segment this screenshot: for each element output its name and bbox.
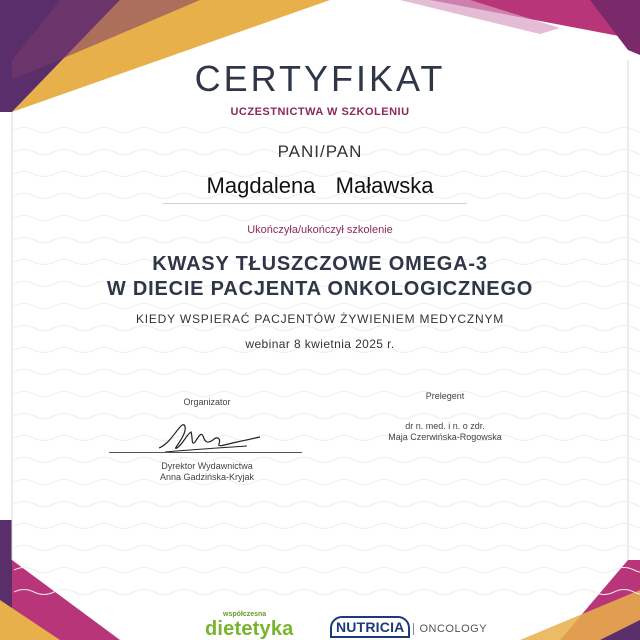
oncology-text: ONCOLOGY: [413, 623, 487, 635]
nutricia-logo: [330, 616, 487, 638]
dietetyka-logo: [205, 611, 315, 639]
salutation: PANI/PAN: [277, 142, 363, 161]
speaker-name: Maja Czerwińska-Rogowska: [388, 432, 502, 442]
course-title-line-2: W DIECIE PACJENTA ONKOLOGICZNEGO: [106, 278, 534, 300]
dietetyka-logo-text: dietetyka: [205, 618, 294, 640]
course-title: [12, 252, 628, 302]
course-subtitle: KIEDY WSPIERAĆ PACJENTÓW ŻYWIENIEM MEDYCZNYM: [135, 312, 505, 326]
dietetyka-logo-small: współczesna: [223, 611, 267, 618]
event-date: webinar 8 kwietnia 2025 r.: [245, 337, 395, 351]
speaker-credentials: dr n. med. i n. o zdr.: [405, 421, 485, 431]
certificate-title: CERTYFIKAT: [194, 58, 446, 99]
nutricia-logo-text: NUTRICIA: [330, 616, 410, 638]
certificate-subtitle: UCZESTNICTWA W SZKOLENIU: [230, 106, 410, 118]
organizer-position: Dyrektor Wydawnictwa: [161, 461, 253, 471]
organizer-details: [132, 461, 282, 483]
name-underline: [163, 203, 467, 204]
speaker-label: Prelegent: [425, 391, 465, 401]
organizer-name: Anna Gadzińska-Kryjak: [159, 472, 255, 482]
course-title-line-1: KWASY TŁUSZCZOWE OMEGA-3: [152, 253, 488, 275]
participant-name: Magdalena Maławska: [206, 173, 434, 198]
speaker-details: [370, 421, 520, 443]
organizer-label: Organizator: [183, 397, 231, 407]
signature-line: [109, 452, 302, 453]
completed-text: Ukończyła/ukończył szkolenie: [247, 224, 393, 236]
